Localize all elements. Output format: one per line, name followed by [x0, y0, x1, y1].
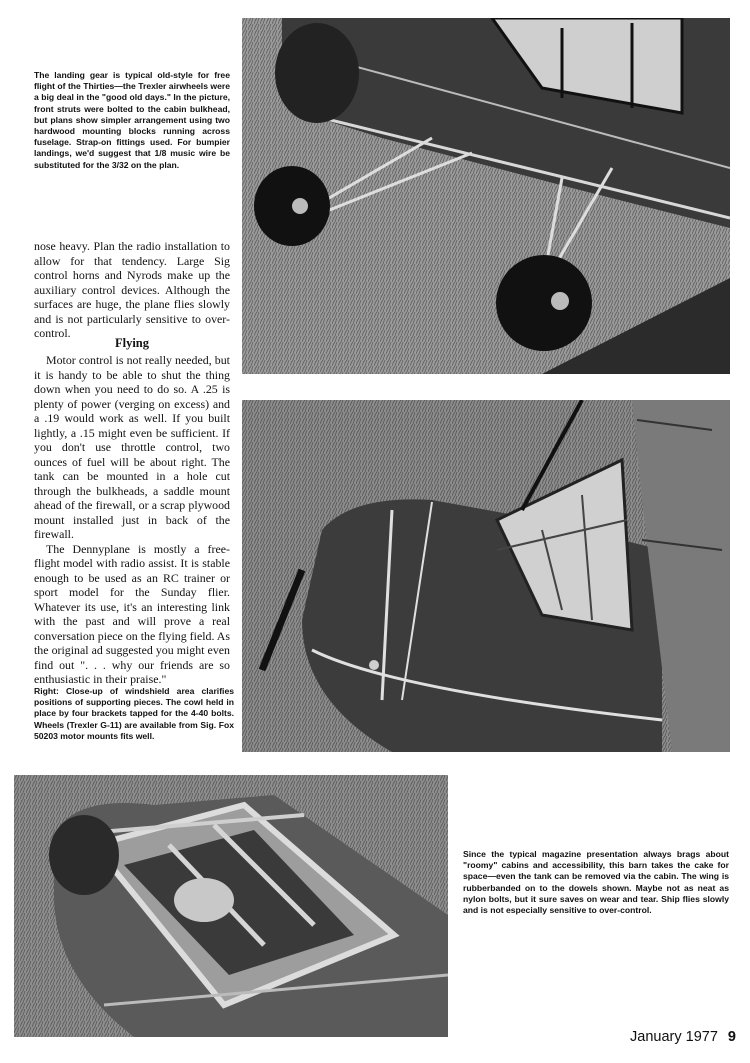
article-column-lower: [34, 353, 230, 687]
heading-flying: Flying: [114, 336, 150, 350]
photo-cabin: [14, 775, 448, 1037]
page-footer: [630, 1029, 736, 1045]
paragraph-dennyplane: The Dennyplane is mostly a free-flight model with radio assist. It is stable enough to be used as an RC trainer or sport model for the Sunday flier. Whatever its use, it's an interesting link with the past and will prove a real conversation piece on the flying field. As the original ad suggested you might even find out ". . . why our friends are so enthusiastic in their praise.": [34, 541, 230, 686]
photo-windshield: [242, 400, 730, 752]
page-number: 9: [727, 1029, 736, 1045]
article-column-upper: [34, 239, 230, 341]
paragraph-intro: nose heavy. Plan the radio installation to allow for that tendency. Large Sig control horns and Nyrods make up the auxiliary control devices. Although the surfaces are huge, the plane flies slowly and is not particularly sensitive to over-control.: [34, 239, 230, 340]
paragraph-motor-control: Motor control is not really needed, but it is handy to be able to shut the thing down when you need to do so. A .25 is plenty of power (verging on excess) and a .19 would work as well. If you built lightly, a .15 might even be sufficient. If you don't use throttle control, two ounces of fuel will be about right. The tank can be mounted in a hole cut through the bulkheads, a saddle mount ahead of the firewall, or a scrap plywood mount installed just in back of the firewall.: [34, 353, 230, 541]
photo-landing-gear: [242, 18, 730, 374]
issue-date: January 1977: [630, 1029, 718, 1045]
caption-cabin: Since the typical magazine presentation always brags about "roomy" cabins and accessibility, this barn takes the cake for space—even the tank can be removed via the cabin. The wing is rubberbanded on to the dowels shown. Maybe not as neat as nylon bolts, but it sure saves on wear and tear. Ship flies slowly and is not especially sensitive to over-control.: [463, 849, 729, 916]
caption-landing-gear: The landing gear is typical old-style for free flight of the Thirties—the Trexler airwheels were a big deal in the "good old days." In the picture, front struts were bolted to the cabin bulkhead, but plans show simpler arrangement using two hardwood mounting blocks running across fuselage. Strap-on fittings used. For bumpier landings, we'd suggest that 1/8 music wire be substituted for the 3/32 on the plan.: [34, 70, 230, 170]
caption-windshield: Right: Close-up of windshield area clarifies positions of supporting pieces. The cowl held in place by four brackets tapped for the 4-40 bolts. Wheels (Trexler G-11) are available from Sig. Fox 50203 motor mounts fits well.: [34, 686, 234, 741]
